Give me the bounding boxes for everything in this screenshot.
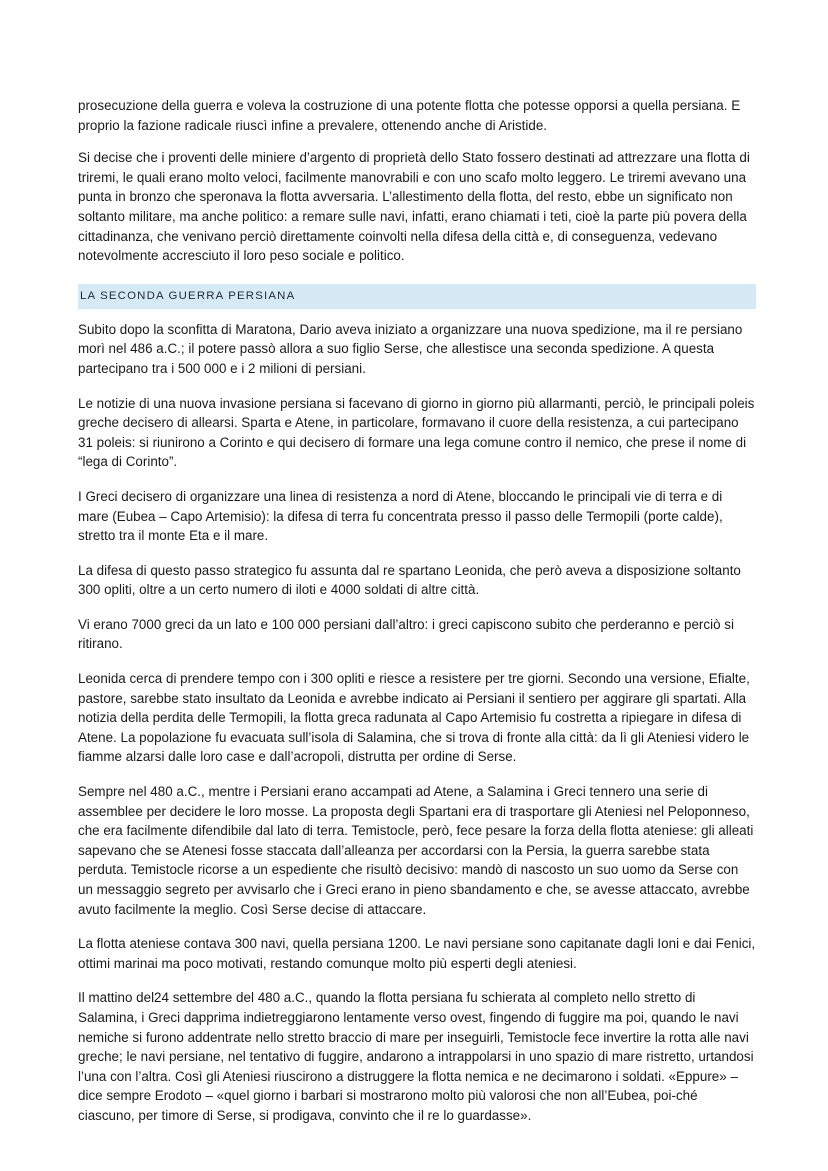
paragraph: Sempre nel 480 a.C., mentre i Persiani erano accampati ad Atene, a Salamina i Greci tennero una serie di assemblee per decidere le loro mosse. La proposta degli Spartani era di trasportare gli Ateniesi nel Peloponneso, che era facilmente difendibile dal lato di terra. Temistocle, però, fece pesare la forza della flotta ateniese: gli alleati sapevano che se Atenesi fosse staccata dall’alleanza per accordarsi con la Persia, la guerra sarebbe stata perduta. Temistocle ricorse a un espediente che risultò decisivo: mandò di nascosto un suo uomo da Serse con un messaggio segreto per avvisarlo che i Greci erano in pieno sbandamento e che, se avesse attaccato, avrebbe avuto facilmente la meglio. Così Serse decise di attaccare. — [78, 784, 754, 917]
paragraph: La difesa di questo passo strategico fu assunta dal re spartano Leonida, che però aveva a disposizione soltanto 300 opliti, oltre a un certo numero di iloti e 4000 soldati di altre città. — [78, 562, 741, 598]
paragraph: prosecuzione della guerra e voleva la costruzione di una potente flotta che potesse opporsi a quella persiana. E proprio la fazione radicale riuscì infine a prevalere, ottenendo anche di Aristide. — [78, 98, 741, 133]
paragraph: Il mattino del24 settembre del 480 a.C., quando la flotta persiana fu schierata al completo nello stretto di Salamina, i Greci dapprima indietreggiarono lentamente verso ovest, fingendo di fuggire ma poi, quando le navi nemiche si furono addentrate nello stretto braccio di mare per inseguirli, Temistocle fece invertire la rotta alle navi greche; le navi persiane, nel tentativo di fuggire, andarono a intrappolarsi in uno spazio di mare ristretto, urtandosi l’una con l’altra. Così gli Ateniesi riuscirono a distruggere la flotta nemica e ne decimarono i soldati. «Eppure» – dice sempre Erodoto – «quel giorno i barbari si mostrarono molto più valorosi che non all’Eubea, poi-ché ciascuno, per timore di Serse, si prodigava, convinto che il re lo guardasse». — [78, 990, 754, 1123]
document-page — [78, 96, 756, 1126]
paragraph: Le notizie di una nuova invasione persiana si facevano di giorno in giorno più allarmanti, perciò, le principali poleis greche decisero di allearsi. Sparta e Atene, in particolare, formavano il cuore della resistenza, a cui partecipano 31 poleis: si riunirono a Corinto e qui decisero di formare una lega comune contro il nemico, che prese il nome di “lega di Corinto”. — [78, 395, 755, 470]
paragraph: Vi erano 7000 greci da un lato e 100 000 persiani dall’altro: i greci capiscono subito che perderanno e perciò si ritirano. — [78, 616, 734, 652]
paragraph: Leonida cerca di prendere tempo con i 300 opliti e riesce a resistere per tre giorni. Secondo una versione, Efialte, pastore, sarebbe stato insultato da Leonida e avrebbe indicato ai Persiani il sentiero per aggirare gli spartati. Alla notizia della perdita delle Termopili, la flotta greca radunata al Capo Artemisio fu costretta a ripiegare in difesa di Atene. La popolazione fu evacuata sull’isola di Salamina, che si trova di fronte alla città: da lì gli Ateniesi videro le fiamme alzarsi dalle loro case e dall’acropoli, distrutta per ordine di Serse. — [78, 671, 750, 765]
paragraph: Subito dopo la sconfitta di Maratona, Dario aveva iniziato a organizzare una nuova spedizione, ma il re persiano morì nel 486 a.C.; il potere passò allora a suo figlio Serse, che allestisce una seconda spedizione. A questa partecipano tra i 500 000 e i 2 milioni di persiani. — [78, 321, 743, 376]
paragraph: Si decise che i proventi delle miniere d’argento di proprietà dello Stato fossero destinati ad attrezzare una flotta di triremi, le quali erano molto veloci, facilmente manovrabili e con uno scafo molto leggero. Le triremi avevano una punta in bronzo che speronava la flotta avversaria. L’allestimento della flotta, del resto, ebbe un significato non soltanto militare, ma anche politico: a remare sulle navi, infatti, erano chiamati i teti, cioè la parte più povera della cittadinanza, che venivano perciò direttamente coinvolti nella difesa della città e, di conseguenza, vedevano notevolmente accresciuto il loro peso sociale e politico. — [78, 150, 750, 264]
section-heading: LA SECONDA GUERRA PERSIANA — [78, 284, 756, 309]
paragraph: La flotta ateniese contava 300 navi, quella persiana 1200. Le navi persiane sono capitanate dagli Ioni e dai Fenici, ottimi marinai ma poco motivati, restando comunque molto più esperti degli ateniesi. — [78, 936, 756, 971]
paragraph: I Greci decisero di organizzare una linea di resistenza a nord di Atene, bloccando le principali vie di terra e di mare (Eubea – Capo Artemisio): la difesa di terra fu concentrata presso il passo delle Termopili (porte calde), stretto tra il monte Eta e il mare. — [78, 488, 723, 544]
